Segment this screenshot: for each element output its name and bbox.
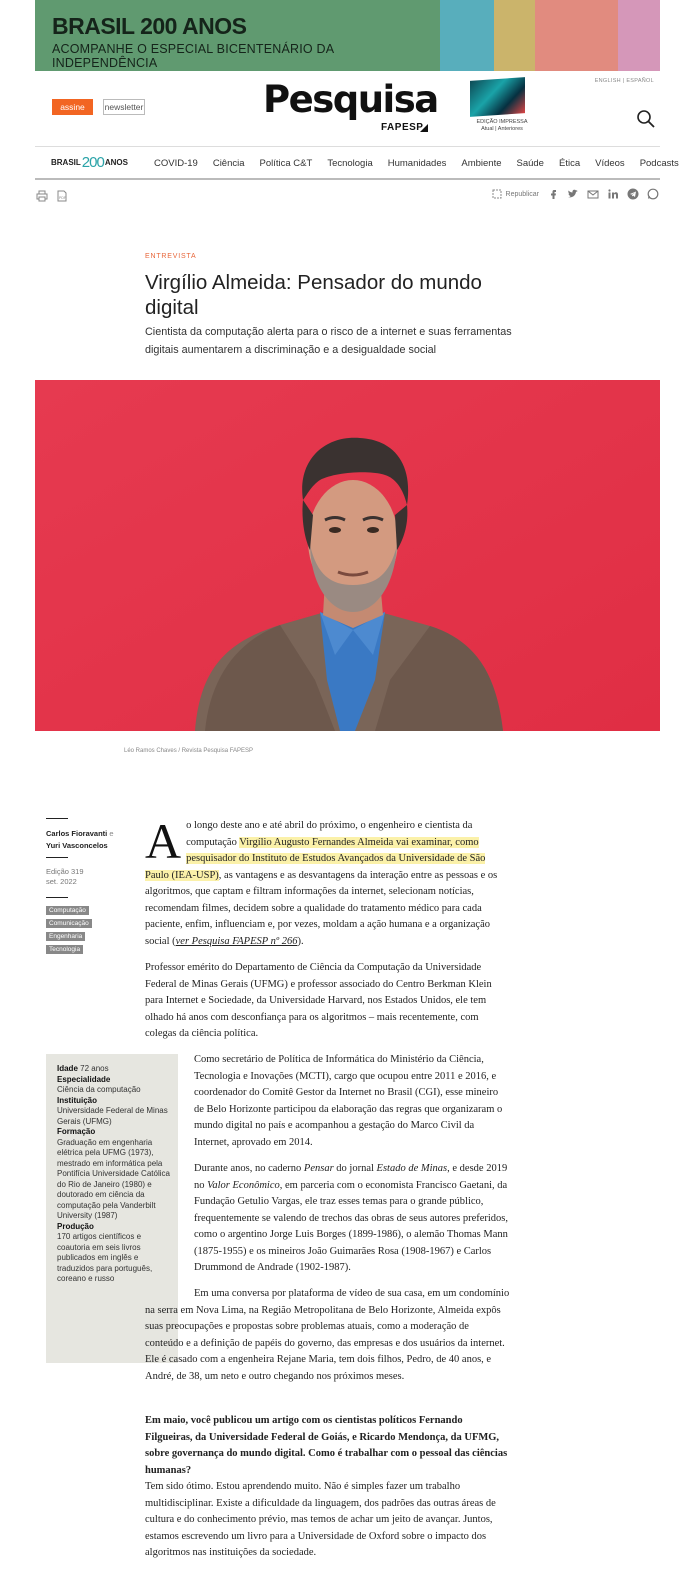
divider xyxy=(46,857,68,858)
tag[interactable]: Comunicação xyxy=(46,919,92,928)
nav-brand-right: ANOS xyxy=(104,158,128,167)
photo-credit: Léo Ramos Chaves / Revista Pesquisa FAPESP xyxy=(124,748,254,754)
infobox-value: Universidade Federal de Minas Gerais (UFMG) xyxy=(57,1106,168,1126)
nav-item-podcasts[interactable]: Podcasts xyxy=(639,157,679,169)
infobox-value: Ciência da computação xyxy=(57,1085,141,1094)
republish-button[interactable] xyxy=(491,188,539,200)
paragraph-text: , em parceria com o economista Francisco Gaetani, da Fundação Getulio Vargas, ele traz esses temas para o grande público, frequentemente se valendo de trechos das obras de seus autores preferidos, como o argentino Jorge Luis Borges (1899-1986), o alemão Thomas Mann (1875-1955) e os mineiros João Guimarães Rosa (1908-1967) e Carlos Drummond de Andrade (1902-1987). xyxy=(194,1179,509,1273)
site-header xyxy=(35,71,660,146)
nav-brand-left: BRASIL xyxy=(51,158,81,167)
highlighted-text: Virgílio Augusto Fernandes Almeida vai examinar, como pesquisador do Instituto de Estudos Avançados da Universidade de São Paulo (IEA-USP) xyxy=(145,836,486,881)
nav-item-tecnologia[interactable]: Tecnologia xyxy=(327,157,373,169)
paragraph xyxy=(145,813,510,950)
twitter-icon[interactable] xyxy=(567,188,579,200)
divider xyxy=(46,897,68,898)
edition-number[interactable]: Edição 319 xyxy=(46,867,84,876)
banner-stripe xyxy=(618,0,660,71)
main-nav xyxy=(35,146,679,180)
nav-item-humanidades[interactable]: Humanidades xyxy=(387,157,447,169)
email-icon[interactable] xyxy=(587,188,599,200)
newsletter-button[interactable]: newsletter xyxy=(103,99,145,115)
svg-text:PDF: PDF xyxy=(59,196,66,200)
whatsapp-icon[interactable] xyxy=(647,188,659,200)
paragraph xyxy=(194,1161,510,1277)
paragraph-text: o longo deste ano e até abril do próximo, o engenheiro e cientista da computação xyxy=(186,820,473,848)
interview-answer: Tem sido ótimo. Estou aprendendo muito. Não é simples fazer um trabalho multidisciplinar. Existe a dificuldade da linguagem, dos padrões das outras áreas de cultura e do conhecimento prévio, mas temos de achar um jeito de avançar. Juntos, estamos escrevendo um livro para a Universidade de Oxford sobre o impacto dos algoritmos nas instituições da sociedade. xyxy=(145,1481,496,1558)
italic-text: Estado de Minas xyxy=(376,1163,448,1174)
tag[interactable]: Engenharia xyxy=(46,932,85,941)
paragraph-text: ). xyxy=(297,935,304,947)
article-category[interactable]: ENTREVISTA xyxy=(145,253,197,260)
infobox-label: Instituição xyxy=(57,1095,98,1105)
print-icon[interactable] xyxy=(36,190,48,202)
tag[interactable]: Tecnologia xyxy=(46,945,83,954)
italic-text: Valor Econômico xyxy=(207,1179,280,1191)
infobox-label: Produção xyxy=(57,1221,94,1231)
banner-stripe xyxy=(494,0,535,71)
bicentennial-banner[interactable] xyxy=(35,0,660,71)
paragraph-text: , as vantagens e as desvantagens da interação entre as pessoas e os algoritmos, que captam e filtram informações da internet, selecionam notícias, recomendam filmes, decidem sobre a qualidade do tratamento médico para cada paciente, enfim, influenciam e, por vezes, moldam a ação humana e a organização social ( xyxy=(145,869,498,947)
paragraph: Como secretário de Política de Informática do Ministério da Ciência, Tecnologia e Inovações (MCTI), cargo que ocupou entre 2011 e 2016, e coordenador do Comitê Gestor da Internet no Brasil (CGI), esse mineiro de Belo Horizonte participou da elaboração das regras que organizaram o mundo digital no país e acompanhou a gestação do Marco Civil da Internet, aprovado em 2014. xyxy=(194,1054,503,1148)
paragraph-text: do jornal xyxy=(333,1163,377,1174)
infobox-label: Especialidade xyxy=(57,1074,111,1084)
author-link[interactable]: Carlos Fioravanti xyxy=(46,829,108,838)
edition-info xyxy=(46,867,84,887)
subscribe-button[interactable]: assine xyxy=(52,99,93,115)
hero-photo xyxy=(35,380,660,731)
banner-title: BRASIL 200 ANOS xyxy=(52,13,247,39)
banner-subtitle: ACOMPANHE O ESPECIAL BICENTENÁRIO DA INDEPENDÊNCIA xyxy=(52,42,334,70)
nav-brasil-200[interactable] xyxy=(51,154,128,171)
nav-item-ciencia[interactable]: Ciência xyxy=(212,157,245,169)
facebook-icon[interactable] xyxy=(547,188,559,200)
paragraph: Em uma conversa por plataforma de vídeo de sua casa, em um condomínio na serra em Nova Lima, na Região Metropolitana de Belo Horizonte, Almeida expôs suas preocupações e propostas sobre problemas atuais, como a moderação de conteúdo e a definição de papéis do governo, das empresas e dos usuários da internet. Ele é casado com a engenheira Rejane Maria, tem dois filhos, Pedro, de 40 anos, e André, de 38, um neto e outro chegando nos próximos meses. xyxy=(145,1288,510,1382)
republish-label: Republicar xyxy=(505,190,539,198)
paragraph-text: Durante anos, no caderno xyxy=(194,1163,304,1174)
paragraph: Professor emérito do Departamento de Ciência da Computação da Universidade Federal de Minas Gerais (UFMG) e professor associado do Centro Berkman Klein para Internet e Sociedade, da Universidade Harvard, nos Estados Unidos, ele tem olhado há anos com desconfiança para os algoritmos – mais recentemente, com colegas da ciência política. xyxy=(145,962,492,1039)
infobox-label: Formação xyxy=(57,1127,96,1136)
search-icon[interactable] xyxy=(636,109,656,129)
article-subtitle: Cientista da computação alerta para o risco de a internet e suas ferramentas digitais aumentarem a discriminação e a desigualdade social xyxy=(145,326,512,356)
magazine-cover[interactable] xyxy=(470,77,525,117)
print-edition-link[interactable] xyxy=(467,79,535,141)
print-edition-label[interactable] xyxy=(467,119,537,133)
article-title: Virgílio Almeida: Pensador do mundo digital xyxy=(145,271,482,319)
paragraph-text: , e desde 2019 no xyxy=(194,1163,508,1191)
infobox-age xyxy=(57,1064,170,1075)
author-link[interactable]: Yuri Vasconcelos xyxy=(46,841,108,850)
nav-item-covid[interactable]: COVID-19 xyxy=(154,157,198,169)
logo-wordmark: Pesquisa xyxy=(263,78,438,121)
nav-item-politica[interactable]: Política C&T xyxy=(259,157,313,169)
divider xyxy=(46,818,68,819)
republish-icon xyxy=(491,188,503,200)
infobox-value: 170 artigos científicos e coautoria em seis livros publicados em inglês e traduzidos para português, coreano e russo xyxy=(57,1232,153,1283)
infobox-value: Graduação em engenharia elétrica pela UFMG (1973), mestrado em informática pela Pontifícia Universidade Católica do Rio de Janeiro (1980) e doutorado em ciência da computação pela Vanderbilt University (1987) xyxy=(57,1137,170,1220)
portrait-illustration xyxy=(35,380,660,731)
logo-triangle-icon xyxy=(420,124,428,132)
site-logo[interactable] xyxy=(263,78,438,137)
linkedin-icon[interactable] xyxy=(607,188,619,200)
print-edition-title: EDIÇÃO IMPRESSA xyxy=(476,119,528,125)
edition-date: set. 2022 xyxy=(46,877,77,886)
logo-subtitle: FAPESP xyxy=(381,122,424,133)
banner-stripe xyxy=(535,0,618,71)
related-article-link[interactable]: ver Pesquisa FAPESP nº 266 xyxy=(175,935,298,947)
authors xyxy=(46,828,114,852)
nav-brand-200: 200 xyxy=(81,154,104,171)
print-edition-links[interactable]: Atual | Anteriores xyxy=(481,126,523,132)
nav-item-videos[interactable]: Vídeos xyxy=(595,157,625,169)
tag-list xyxy=(46,906,92,958)
share-tools xyxy=(491,188,659,200)
infobox-value: 72 anos xyxy=(80,1064,109,1073)
nav-items xyxy=(154,147,694,179)
telegram-icon[interactable] xyxy=(627,188,639,200)
print-tools xyxy=(36,190,68,202)
banner-stripe xyxy=(440,0,494,71)
infobox-label: Idade xyxy=(57,1064,78,1073)
tag[interactable]: Computação xyxy=(46,906,89,915)
nav-item-ambiente[interactable]: Ambiente xyxy=(461,157,502,169)
language-switcher[interactable]: ENGLISH | ESPAÑOL xyxy=(594,78,654,84)
banner-main[interactable] xyxy=(35,0,440,71)
drop-cap: A xyxy=(145,813,182,869)
pdf-icon[interactable] xyxy=(56,190,68,202)
nav-item-etica[interactable]: Ética xyxy=(558,157,581,169)
author-separator: e xyxy=(109,829,114,838)
interview-question: Em maio, você publicou um artigo com os cientistas políticos Fernando Filgueiras, da Universidade Federal de Goiás, e Ricardo Mendonça, da UFMG, sobre governança do mundo digital. Como é trabalhar com o pessoal das ciências humanas? xyxy=(145,1415,508,1476)
italic-text: Pensar xyxy=(303,1163,334,1174)
nav-item-saude[interactable]: Saúde xyxy=(516,157,544,169)
